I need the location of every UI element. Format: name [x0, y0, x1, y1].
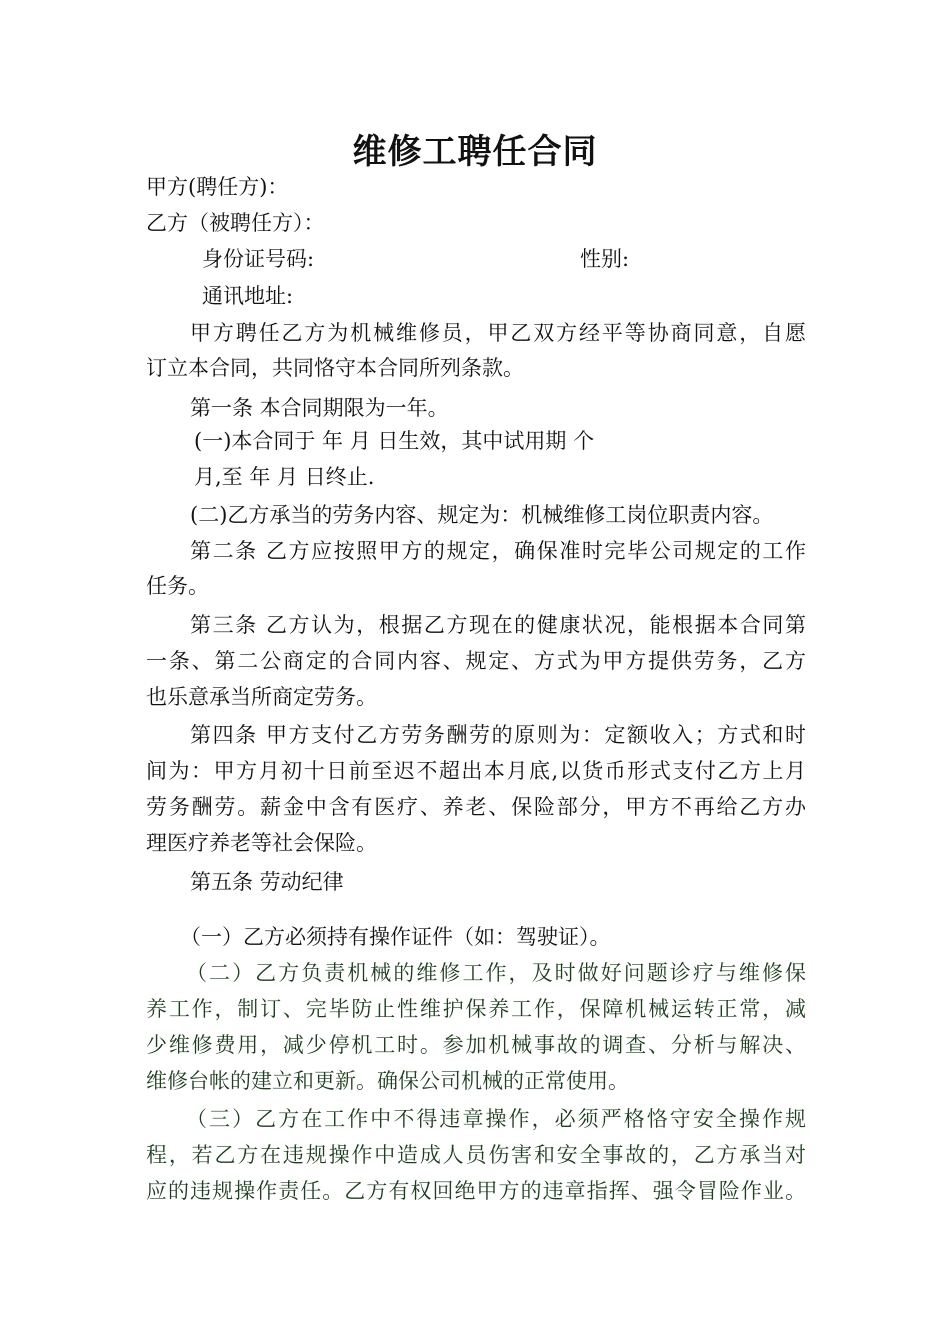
article-3-line: 第三条 乙方认为，根据乙方现在的健康状况，能根据本合同第 — [190, 613, 806, 637]
body-line: 订立本合同，共同恪守本合同所列条款。 — [146, 356, 524, 380]
party-b-label: 乙方（被聘任方）： — [146, 211, 325, 235]
document-title: 维修工聘任合同 — [352, 132, 598, 172]
body-line: (二)乙方承当的劳务内容、规定为：机械维修工岗位职责内容。 — [190, 503, 774, 527]
body-line: 养工作，制订、完毕防止性维护保养工作，保障机械运转正常，减 — [146, 997, 806, 1021]
body-line: 任务。 — [146, 574, 209, 598]
body-line: 程，若乙方在违规操作中造成人员伤害和安全事故的，乙方承当对 — [146, 1143, 806, 1167]
body-line: （二）乙方负责机械的维修工作，及时做好问题诊疗与维修保 — [186, 961, 806, 985]
body-line: （一）乙方必须持有操作证件（如：驾驶证）。 — [180, 925, 611, 949]
body-line: 甲方聘任乙方为机械维修员，甲乙双方经平等协商同意，自愿 — [190, 321, 806, 345]
body-line: 维修台帐的建立和更新。确保公司机械的正常使用。 — [146, 1069, 629, 1093]
body-line: 一条、第二公商定的合同内容、规定、方式为甲方提供劳务，乙方 — [146, 649, 806, 673]
party-a-label: 甲方(聘任方)： — [146, 175, 289, 199]
body-line: 应的违规操作责任。乙方有权回绝甲方的违章指挥、强令冒险作业。 — [146, 1179, 806, 1203]
article-5-heading: 第五条 劳动纪律 — [190, 870, 344, 894]
body-line: 理医疗养老等社会保险。 — [146, 831, 377, 855]
body-line: 间为：甲方月初十日前至迟不超出本月底,以货币形式支付乙方上月 — [146, 759, 806, 783]
gender-label: 性别: — [580, 247, 630, 271]
article-2-line: 第二条 乙方应按照甲方的规定，确保准时完毕公司规定的工作 — [190, 539, 806, 563]
article-1-heading: 第一条 本合同期限为一年。 — [190, 396, 449, 420]
address-label: 通讯地址: — [202, 284, 294, 308]
body-line: 也乐意承当所商定劳务。 — [146, 685, 377, 709]
body-line: 劳务酬劳。薪金中含有医疗、养老、保险部分，甲方不再给乙方办 — [146, 795, 806, 819]
id-number-label: 身份证号码: — [202, 247, 315, 271]
body-line: 月,至 年 月 日终止. — [194, 465, 375, 489]
body-line: （三）乙方在工作中不得违章操作，必须严格恪守安全操作规 — [186, 1107, 806, 1131]
article-4-line: 第四条 甲方支付乙方劳务酬劳的原则为：定额收入；方式和时 — [190, 723, 806, 747]
body-line: 少维修费用，减少停机工时。参加机械事故的调查、分析与解决、 — [146, 1033, 806, 1057]
body-line: (一)本合同于 年 月 日生效，其中试用期 个 — [194, 429, 595, 453]
